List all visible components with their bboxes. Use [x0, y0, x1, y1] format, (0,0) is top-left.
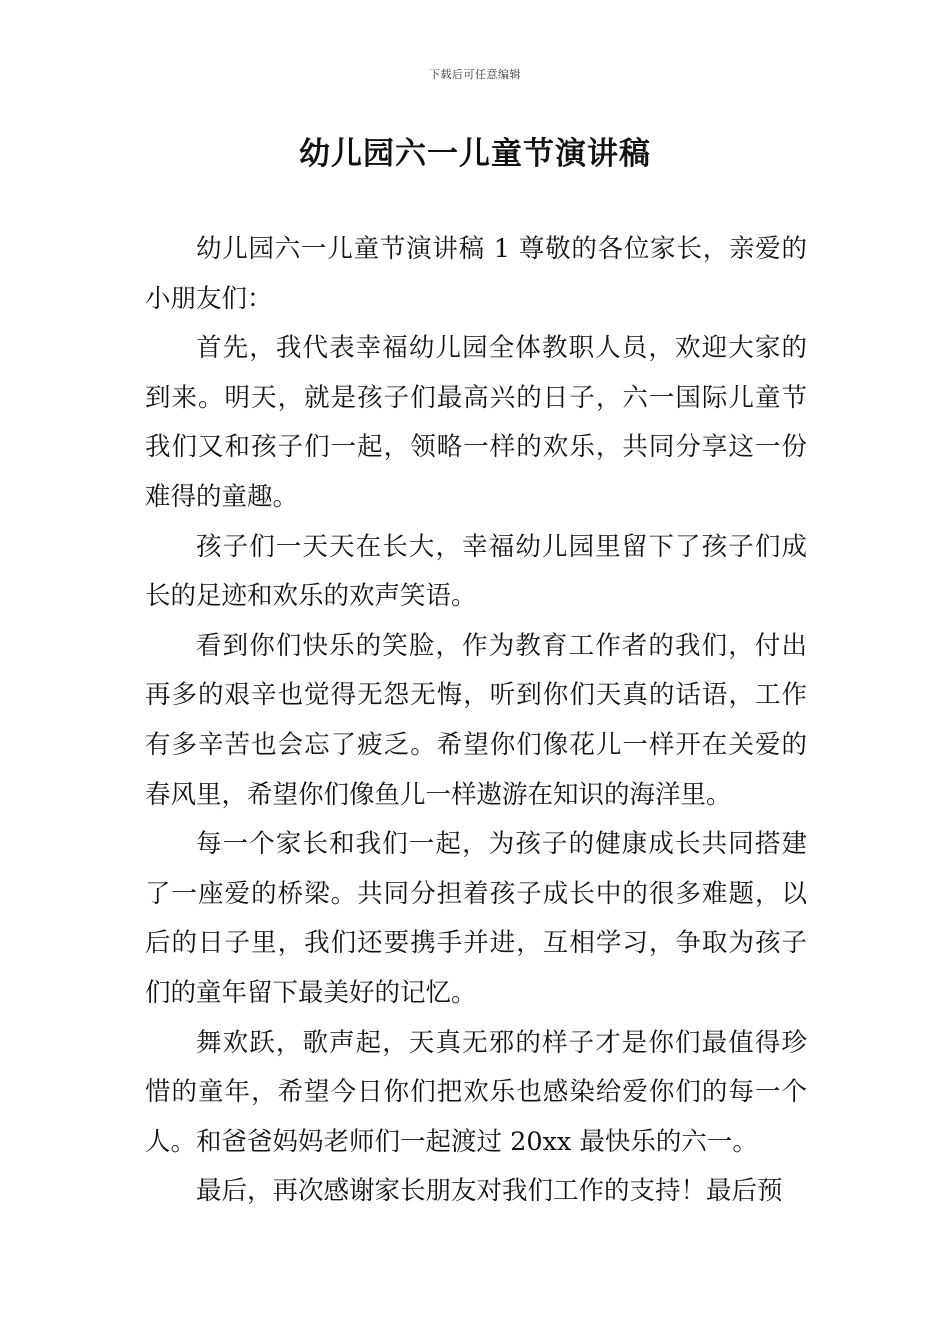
paragraph: 舞欢跃，歌声起，天真无邪的样子才是你们最值得珍惜的童年，希望今日你们把欢乐也感染给爱你们的每一个人。和爸爸妈妈老师们一起渡过 20xx 最快乐的六一。 [145, 1027, 807, 1157]
paragraph: 幼儿园六一儿童节演讲稿 1 尊敬的各位家长，亲爱的小朋友们： [145, 234, 807, 314]
paragraph: 孩子们一天天在长大，幸福幼儿园里留下了孩子们成长的足迹和欢乐的欢声笑语。 [145, 531, 807, 612]
paragraph: 每一个家长和我们一起，为孩子的健康成长共同搭建了一座爱的桥梁。共同分担着孩子成长中的很多难题，以后的日子里，我们还要携手并进，互相学习，争取为孩子们的童年留下最美好的记忆。 [145, 829, 807, 1008]
paragraph: 看到你们快乐的笑脸，作为教育工作者的我们，付出再多的艰辛也觉得无怨无悔，听到你们天真的话语，工作有多辛苦也会忘了疲乏。希望你们像花儿一样开在关爱的春风里，希望你们像鱼儿一样遨游在知识的海洋里。 [145, 630, 807, 810]
document-body [145, 225, 807, 1217]
paragraph: 首先，我代表幸福幼儿园全体教职人员，欢迎大家的到来。明天，就是孩子们最高兴的日子，六一国际儿童节我们又和孩子们一起，领略一样的欢乐，共同分享这一份难得的童趣。 [145, 333, 807, 512]
header-note: 下载后可任意编辑 [429, 68, 521, 81]
paragraph: 最后，再次感谢家长朋友对我们工作的支持！最后预 [196, 1176, 783, 1207]
document-title: 幼儿园六一儿童节演讲稿 [299, 136, 651, 172]
